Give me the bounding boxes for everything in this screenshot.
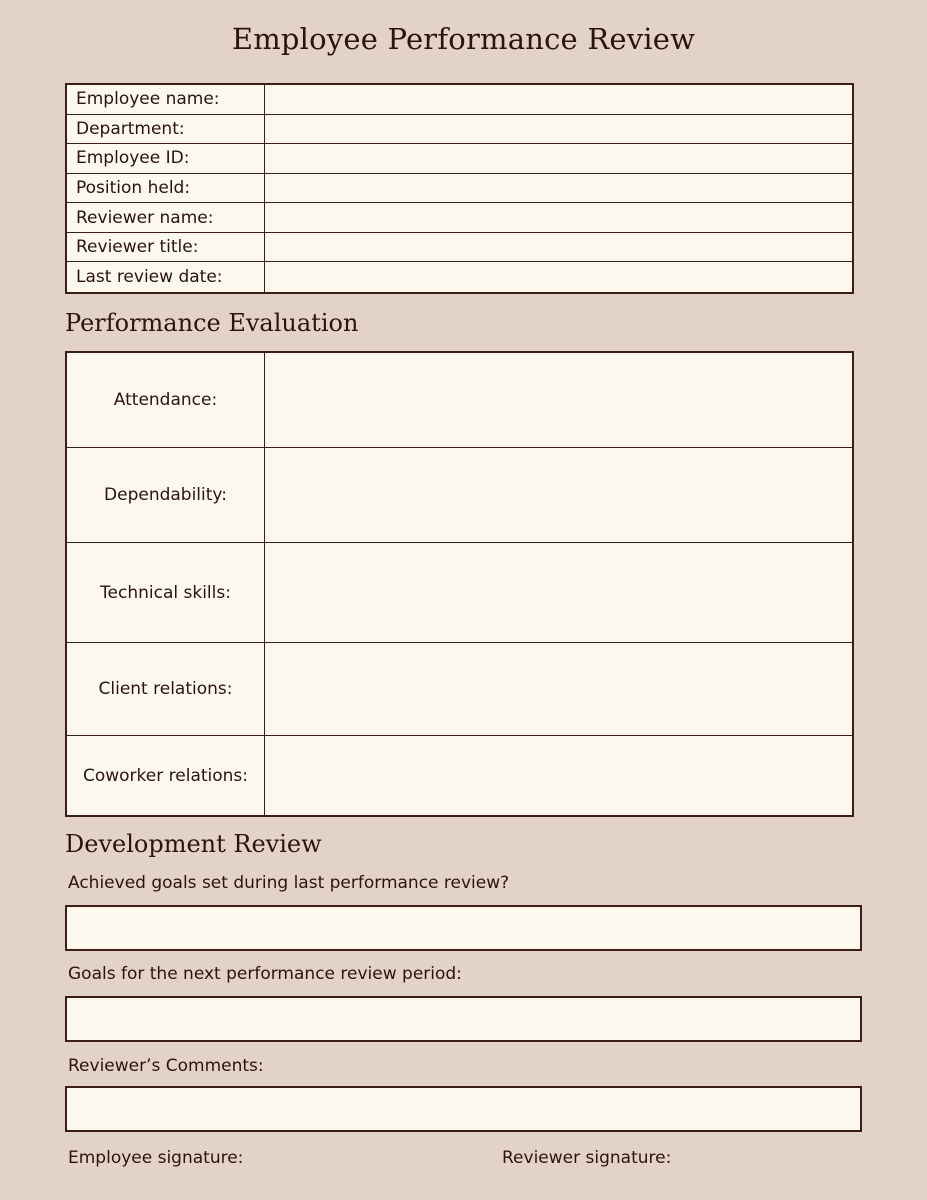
department-label: Department: <box>67 115 265 145</box>
development-review-heading: Development Review <box>65 830 322 858</box>
technical-skills-field[interactable] <box>265 543 852 643</box>
performance-evaluation-table <box>65 351 854 817</box>
employee-name-label: Employee name: <box>67 85 265 115</box>
position-held-label: Position held: <box>67 174 265 204</box>
dependability-label: Dependability: <box>67 448 265 543</box>
reviewer-comments-field[interactable] <box>65 1086 862 1132</box>
reviewer-name-label: Reviewer name: <box>67 203 265 233</box>
performance-evaluation-heading: Performance Evaluation <box>65 309 359 337</box>
coworker-relations-label: Coworker relations: <box>67 736 265 815</box>
reviewer-comments-question: Reviewer’s Comments: <box>68 1056 264 1076</box>
achieved-goals-question: Achieved goals set during last performance review? <box>68 873 510 893</box>
page-title: Employee Performance Review <box>231 22 696 56</box>
position-held-field[interactable] <box>265 174 852 204</box>
employee-info-table <box>65 83 854 294</box>
dependability-field[interactable] <box>265 448 852 543</box>
attendance-label: Attendance: <box>67 353 265 448</box>
coworker-relations-field[interactable] <box>265 736 852 815</box>
last-review-date-label: Last review date: <box>67 262 265 292</box>
employee-name-field[interactable] <box>265 85 852 115</box>
employee-id-field[interactable] <box>265 144 852 174</box>
achieved-goals-field[interactable] <box>65 905 862 951</box>
last-review-date-field[interactable] <box>265 262 852 292</box>
client-relations-label: Client relations: <box>67 643 265 736</box>
attendance-field[interactable] <box>265 353 852 448</box>
department-field[interactable] <box>265 115 852 145</box>
reviewer-signature-label: Reviewer signature: <box>502 1148 672 1168</box>
employee-id-label: Employee ID: <box>67 144 265 174</box>
employee-signature-label: Employee signature: <box>68 1148 244 1168</box>
reviewer-name-field[interactable] <box>265 203 852 233</box>
client-relations-field[interactable] <box>265 643 852 736</box>
next-goals-question: Goals for the next performance review period: <box>68 964 462 984</box>
technical-skills-label: Technical skills: <box>67 543 265 643</box>
next-goals-field[interactable] <box>65 996 862 1042</box>
reviewer-title-field[interactable] <box>265 233 852 263</box>
reviewer-title-label: Reviewer title: <box>67 233 265 263</box>
